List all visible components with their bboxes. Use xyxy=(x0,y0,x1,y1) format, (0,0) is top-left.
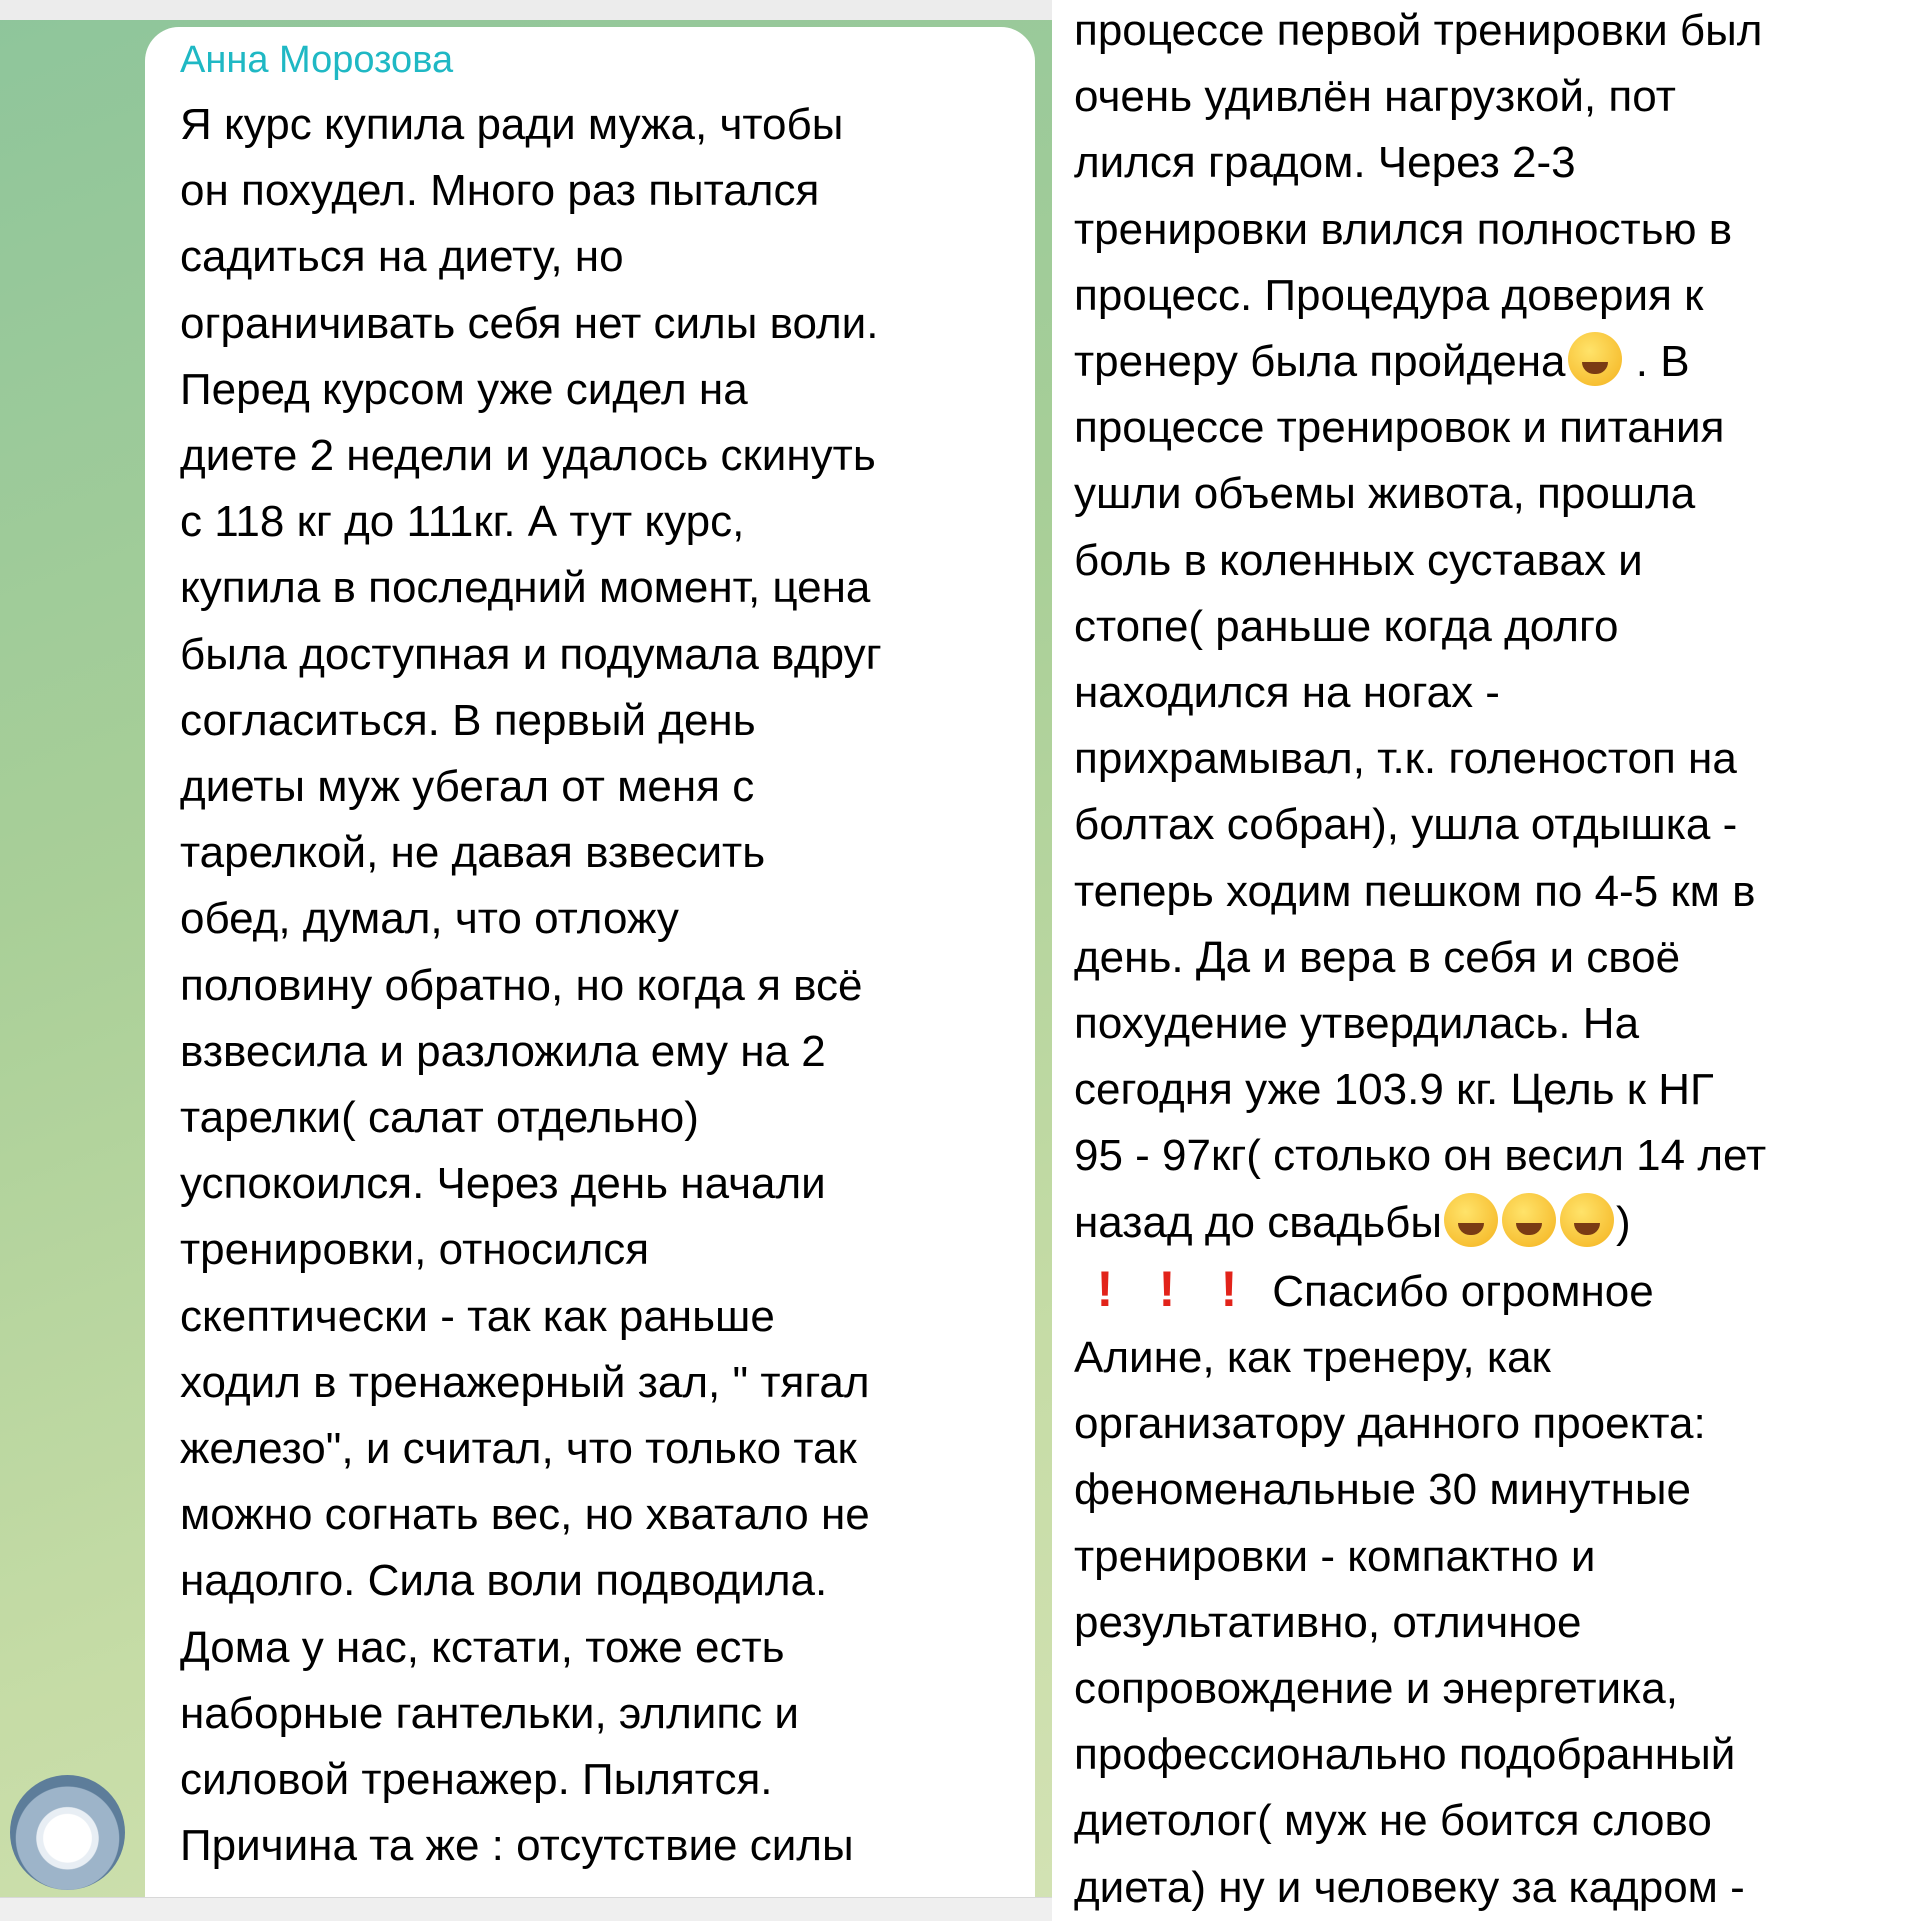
text-line-suffix: . В xyxy=(1623,337,1690,387)
text-line xyxy=(1074,991,1766,1057)
text-line xyxy=(1074,1524,1766,1590)
text-line: надолго. Сила воли подводила. xyxy=(180,1556,828,1606)
text-line: взвесила и разложила ему на 2 xyxy=(180,1026,826,1076)
text-line-content: теперь ходим пешком по 4-5 км в xyxy=(1074,866,1756,916)
text-line-content: диета) ну и человеку за кадром - xyxy=(1074,1862,1745,1912)
text-line xyxy=(1074,726,1766,792)
text-line-content: прихрамывал, т.к. голеностоп на xyxy=(1074,734,1737,784)
text-line-content: тренировки - компактно и xyxy=(1074,1531,1596,1581)
text-line: Причина та же : отсутствие силы xyxy=(180,1821,854,1871)
text-line: Дома у нас, кстати, тоже есть xyxy=(180,1622,785,1672)
text-line-content: ушли объемы живота, прошла xyxy=(1074,469,1696,519)
text-line xyxy=(1074,1656,1766,1722)
text-line: половину обратно, но когда я всё xyxy=(180,960,863,1010)
text-line xyxy=(1074,1256,1766,1325)
text-line: обед, думал, что отложу xyxy=(180,894,679,944)
message-text-continued xyxy=(1074,0,1766,1921)
text-line: купила в последний момент, цена xyxy=(180,563,871,613)
input-bar xyxy=(0,1897,1052,1921)
text-line-content: процесс. Процедура доверия к xyxy=(1074,270,1704,320)
rofl-emoji-icon xyxy=(1502,1193,1556,1247)
text-line xyxy=(1074,1722,1766,1788)
text-line xyxy=(1074,1190,1766,1256)
text-line-content: похудение утвердилась. На xyxy=(1074,999,1640,1049)
text-line: железо", и считал, что только так xyxy=(180,1424,857,1474)
text-line: ходил в тренажерный зал, " тягал xyxy=(180,1357,870,1407)
text-line-content: боль в коленных суставах и xyxy=(1074,535,1643,585)
text-line: Я курс купила ради мужа, чтобы xyxy=(180,100,844,149)
text-line-content: профессионально подобранный xyxy=(1074,1730,1736,1780)
top-bar xyxy=(0,0,1052,20)
text-line-content: Спасибо огромное xyxy=(1272,1266,1654,1316)
exclamation-icon: ! xyxy=(1158,1260,1176,1317)
exclamation-icon: ! xyxy=(1096,1260,1114,1317)
text-line: Перед курсом уже сидел на xyxy=(180,364,748,414)
text-line: он похудел. Много раз пытался xyxy=(180,166,820,216)
text-line: наборные гантельки, эллипс и xyxy=(180,1688,799,1738)
text-line xyxy=(1074,461,1766,527)
text-line xyxy=(1074,1123,1766,1189)
message-text xyxy=(180,92,882,1879)
rofl-emoji-icon xyxy=(1444,1193,1498,1247)
text-line xyxy=(1074,925,1766,991)
sender-name[interactable]: Анна Морозова xyxy=(180,39,454,81)
text-line: успокоился. Через день начали xyxy=(180,1159,826,1209)
text-line xyxy=(1074,1788,1766,1854)
text-line-content: сегодня уже 103.9 кг. Цель к НГ xyxy=(1074,1065,1714,1115)
text-line-suffix: ) xyxy=(1615,1197,1631,1247)
text-line-content: тренеру была пройдена xyxy=(1074,337,1566,387)
text-line: скептически - так как раньше xyxy=(180,1291,775,1341)
text-line xyxy=(1074,1057,1766,1123)
text-line-content: процессе тренировок и питания xyxy=(1074,403,1725,453)
text-line-content: день. Да и вера в себя и своё xyxy=(1074,932,1681,982)
text-line xyxy=(1074,263,1766,329)
text-line: можно согнать вес, но хватало не xyxy=(180,1490,870,1540)
text-line-content: тренировки влился полностью в xyxy=(1074,204,1733,254)
text-line xyxy=(1074,329,1766,395)
text-line xyxy=(1074,395,1766,461)
text-line xyxy=(1074,792,1766,858)
text-line-content: стопе( раньше когда долго xyxy=(1074,601,1619,651)
text-line: тренировки, относился xyxy=(180,1225,650,1275)
message-bubble[interactable] xyxy=(145,27,1035,1897)
text-line xyxy=(1074,1391,1766,1457)
text-line xyxy=(1074,0,1766,64)
text-line-content: 95 - 97кг( столько он весил 14 лет xyxy=(1074,1131,1767,1181)
text-line xyxy=(1074,594,1766,660)
text-line xyxy=(1074,1855,1766,1921)
text-line xyxy=(1074,528,1766,594)
text-line-content: находился на ногах - xyxy=(1074,668,1500,718)
text-line-content: организатору данного проекта: xyxy=(1074,1399,1706,1449)
text-line xyxy=(1074,660,1766,726)
text-line: диете 2 недели и удалось скинуть xyxy=(180,431,876,481)
text-line xyxy=(1074,197,1766,263)
text-line: с 118 кг до 111кг. А тут курс, xyxy=(180,497,745,547)
text-line-content: назад до свадьбы xyxy=(1074,1197,1442,1247)
text-line xyxy=(1074,130,1766,196)
exclamation-icon: ! xyxy=(1220,1260,1238,1317)
text-line: согласиться. В первый день xyxy=(180,695,756,745)
text-line-content: результативно, отличное xyxy=(1074,1597,1582,1647)
text-line: ограничивать себя нет силы воли. xyxy=(180,298,879,348)
text-line: была доступная и подумала вдруг xyxy=(180,629,882,679)
text-line: тарелки( салат отдельно) xyxy=(180,1093,699,1143)
wink-emoji-icon xyxy=(1568,332,1622,386)
text-line xyxy=(1074,1325,1766,1391)
text-line: силовой тренажер. Пылятся. xyxy=(180,1755,773,1805)
text-line xyxy=(1074,859,1766,925)
text-line-content: очень удивлён нагрузкой, пот xyxy=(1074,72,1676,122)
text-line: садиться на диету, но xyxy=(180,232,624,282)
text-line xyxy=(1074,1590,1766,1656)
text-line: тарелкой, не давая взвесить xyxy=(180,828,766,878)
text-line xyxy=(1074,1457,1766,1523)
sender-avatar[interactable] xyxy=(10,1775,125,1890)
text-line-content: Алине, как тренеру, как xyxy=(1074,1333,1551,1383)
message-continuation xyxy=(1052,0,1920,1920)
text-line xyxy=(1074,64,1766,130)
text-line-content: процессе первой тренировки был xyxy=(1074,6,1763,55)
text-line: диеты муж убегал от меня с xyxy=(180,762,755,812)
rofl-emoji-icon xyxy=(1560,1193,1614,1247)
text-line-content: болтах собран), ушла отдышка - xyxy=(1074,800,1738,850)
text-line-content: лился градом. Через 2-3 xyxy=(1074,138,1576,188)
text-line-content: сопровождение и энергетика, xyxy=(1074,1664,1678,1714)
text-line-content: диетолог( муж не боится слово xyxy=(1074,1796,1712,1846)
text-line-content: феноменальные 30 минутные xyxy=(1074,1465,1691,1515)
